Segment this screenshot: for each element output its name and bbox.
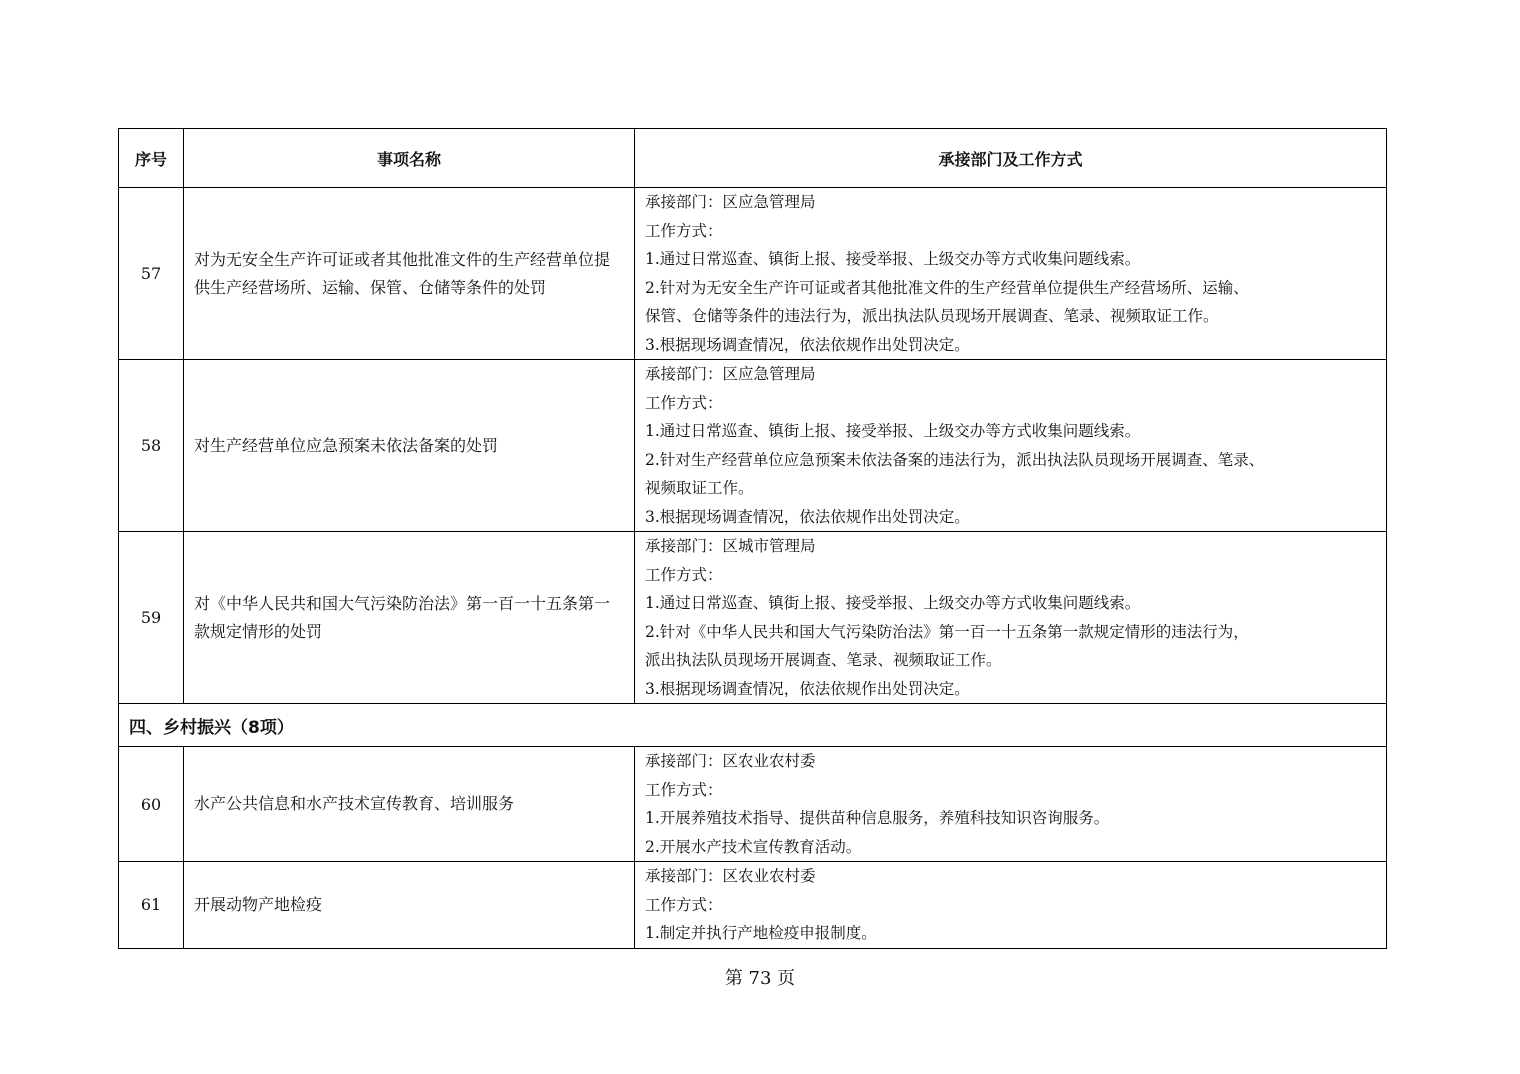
row-number: 57 — [119, 188, 184, 360]
matter-name: 对为无安全生产许可证或者其他批准文件的生产经营单位提供生产经营场所、运输、保管、仓储等条件的处罚 — [184, 188, 635, 360]
method-line: 1.通过日常巡查、镇街上报、接受举报、上级交办等方式收集问题线索。 — [645, 250, 1141, 268]
header-row — [119, 129, 1387, 188]
table-row — [119, 188, 1387, 360]
method-line: 工作方式： — [645, 895, 723, 914]
dept-method-cell — [635, 747, 1387, 862]
method-line: 2.开展水产技术宣传教育活动。 — [645, 837, 862, 856]
table-row — [119, 532, 1387, 704]
matters-table — [118, 128, 1387, 949]
table-row — [119, 862, 1387, 949]
dept-method-cell — [635, 188, 1387, 360]
method-line: 3.根据现场调查情况，依法依规作出处罚决定。 — [645, 335, 970, 354]
matter-name: 开展动物产地检疫 — [184, 862, 635, 949]
method-line: 工作方式： — [645, 780, 723, 799]
page-number: 第 73 页 — [724, 968, 796, 989]
method-line: 1.通过日常巡查、镇街上报、接受举报、上级交办等方式收集问题线索。 — [645, 422, 1141, 440]
method-line: 视频取证工作。 — [645, 479, 754, 497]
method-line: 1.制定并执行产地检疫申报制度。 — [645, 924, 877, 942]
method-line: 1.开展养殖技术指导、提供苗种信息服务，养殖科技知识咨询服务。 — [645, 809, 1110, 827]
row-number: 61 — [119, 862, 184, 949]
method-line: 工作方式： — [645, 565, 723, 584]
method-line: 3.根据现场调查情况，依法依规作出处罚决定。 — [645, 679, 970, 698]
method-line: 工作方式： — [645, 221, 723, 240]
method-line: 2.针对生产经营单位应急预案未依法备案的违法行为，派出执法队员现场开展调查、笔录、 — [645, 450, 1265, 469]
dept-method-cell — [635, 862, 1387, 949]
table-row — [119, 747, 1387, 862]
row-number: 60 — [119, 747, 184, 862]
matter-name: 水产公共信息和水产技术宣传教育、培训服务 — [184, 747, 635, 862]
method-line: 工作方式： — [645, 393, 723, 412]
method-line: 承接部门：区应急管理局 — [645, 193, 816, 211]
dept-method-cell — [635, 360, 1387, 532]
method-line: 2.针对《中华人民共和国大气污染防治法》第一百一十五条第一款规定情形的违法行为， — [645, 622, 1249, 641]
section-row — [119, 704, 1387, 747]
method-line: 承接部门：区城市管理局 — [645, 537, 816, 555]
section-title: 四、乡村振兴（8项） — [119, 704, 1387, 747]
header-name: 事项名称 — [184, 129, 635, 188]
row-number: 58 — [119, 360, 184, 532]
table-row — [119, 360, 1387, 532]
method-line: 2.针对为无安全生产许可证或者其他批准文件的生产经营单位提供生产经营场所、运输、 — [645, 278, 1249, 297]
method-line: 承接部门：区农业农村委 — [645, 752, 816, 770]
method-line: 派出执法队员现场开展调查、笔录、视频取证工作。 — [645, 651, 1002, 669]
method-line: 3.根据现场调查情况，依法依规作出处罚决定。 — [645, 507, 970, 526]
header-method: 承接部门及工作方式 — [635, 129, 1387, 188]
method-line: 承接部门：区农业农村委 — [645, 867, 816, 885]
method-line: 保管、仓储等条件的违法行为，派出执法队员现场开展调查、笔录、视频取证工作。 — [645, 307, 1219, 325]
method-line: 承接部门：区应急管理局 — [645, 365, 816, 383]
method-line: 1.通过日常巡查、镇街上报、接受举报、上级交办等方式收集问题线索。 — [645, 594, 1141, 612]
row-number: 59 — [119, 532, 184, 704]
matter-name: 对《中华人民共和国大气污染防治法》第一百一十五条第一款规定情形的处罚 — [184, 532, 635, 704]
dept-method-cell — [635, 532, 1387, 704]
matter-name: 对生产经营单位应急预案未依法备案的处罚 — [184, 360, 635, 532]
header-num: 序号 — [119, 129, 184, 188]
